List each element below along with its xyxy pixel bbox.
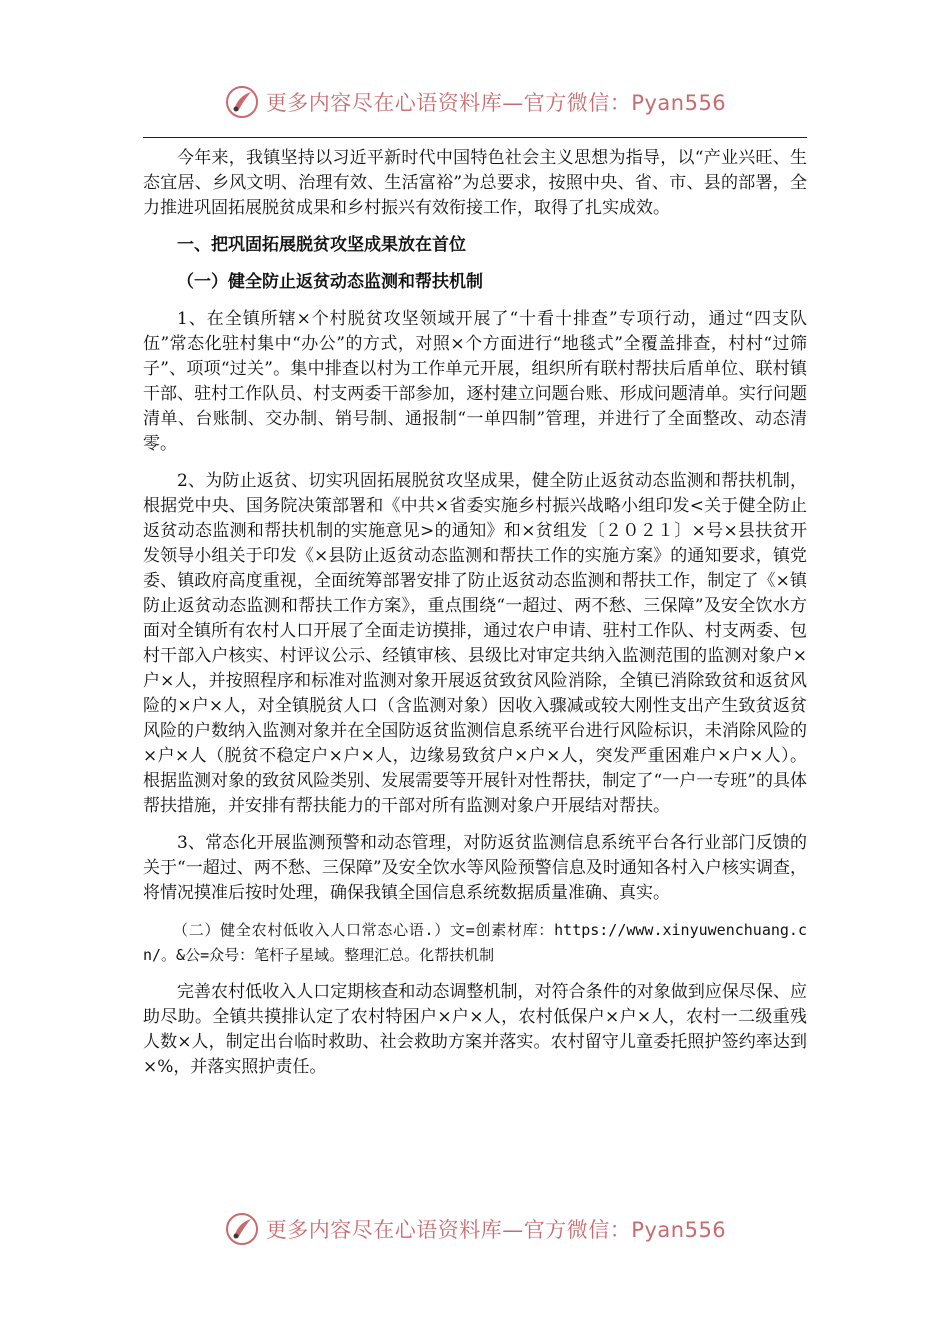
paragraph-4: 完善农村低收入人口定期核查和动态调整机制，对符合条件的对象做到应保尽保、应助尽助。全镇共摸排认定了农村特困户×户×人，农村低保户×户×人，农村一二级重残人数×人，制定出台临时救助、社会救助方案并落实。农村留守儿童委托照护签约率达到×%，并落实照护责任。	[143, 982, 807, 1077]
document-body	[143, 146, 807, 1092]
subsection-2-line: （二）健全农村低收入人口常态心语.）文=创素材库：https://www.xinyuwenchuang.cn/。&公=众号：笔杆子星域。整理汇总。化帮扶机制	[143, 921, 807, 964]
paragraph-2: 2、为防止返贫、切实巩固拓展脱贫攻坚成果，健全防止返贫动态监测和帮扶机制，根据党中央、国务院决策部署和《中共×省委实施乡村振兴战略小组印发<关于健全防止返贫动态监测和帮扶机制的实施意见>的通知》和×贫组发〔２０２１〕×号×县扶贫开发领导小组关于印发《×县防止返贫动态监测和帮扶工作的实施方案》的通知要求，镇党委、镇政府高度重视，全面统筹部署安排了防止返贫动态监测和帮扶工作，制定了《×镇防止返贫动态监测和帮扶工作方案》，重点围绕“一超过、两不愁、三保障”及安全饮水方面对全镇所有农村人口开展了全面走访摸排，通过农户申请、驻村工作队、村支两委、包村干部入户核实、村评议公示、经镇审核、县级比对审定共纳入监测范围的监测对象户×户×人，并按照程序和标准对监测对象开展返贫致贫风险消除，全镇已消除致贫和返贫风险的×户×人，对全镇脱贫人口（含监测对象）因收入骤减或较大刚性支出产生致贫返贫风险的户数纳入监测对象并在全国防返贫监测信息系统平台进行风险标识，未消除风险的×户×人（脱贫不稳定户×户×人，边缘易致贫户×户×人，突发严重困难户×户×人）。根据监测对象的致贫风险类别、发展需要等开展针对性帮扶，制定了“一户一专班”的具体帮扶措施，并安排有帮扶能力的干部对所有监测对象户开展结对帮扶。	[143, 471, 807, 816]
brush-logo-icon	[224, 1211, 260, 1247]
paragraph-1: 1、在全镇所辖×个村脱贫攻坚领域开展了“十看十排查”专项行动，通过“四支队伍”常态化驻村集中“办公”的方式，对照×个方面进行“地毯式”全覆盖排查，村村“过筛子”、项项“过关”。集中排查以村为工作单元开展，组织所有联村帮扶后盾单位、联村镇干部、驻村工作队员、村支两委干部参加，逐村建立问题台账、形成问题清单。实行问题清单、台账制、交办制、销号制、通报制“一单四制”管理，并进行了全面整改、动态清零。	[143, 309, 807, 454]
brush-logo-icon	[224, 84, 260, 120]
header-banner	[0, 82, 950, 122]
intro-paragraph: 今年来，我镇坚持以习近平新时代中国特色社会主义思想为指导，以“产业兴旺、生态宜居、乡风文明、治理有效、生活富裕”为总要求，按照中央、省、市、县的部署，全力推进巩固拓展脱贫成果和乡村振兴有效衔接工作，取得了扎实成效。	[143, 148, 807, 218]
section-heading: 一、把巩固拓展脱贫攻坚成果放在首位	[177, 235, 466, 255]
footer-banner	[0, 1209, 950, 1249]
header-banner-text: 更多内容尽在心语资料库—官方微信：Pyan556	[265, 91, 727, 115]
subsection-heading: （一）健全防止返贫动态监测和帮扶机制	[177, 272, 483, 292]
paragraph-3: 3、常态化开展监测预警和动态管理，对防返贫监测信息系统平台各行业部门反馈的关于“一超过、两不愁、三保障”及安全饮水等风险预警信息及时通知各村入户核实调查，将情况摸准后按时处理，确保我镇全国信息系统数据质量准确、真实。	[143, 833, 807, 903]
footer-banner-text: 更多内容尽在心语资料库—官方微信：Pyan556	[265, 1218, 727, 1242]
header-divider	[143, 137, 807, 138]
